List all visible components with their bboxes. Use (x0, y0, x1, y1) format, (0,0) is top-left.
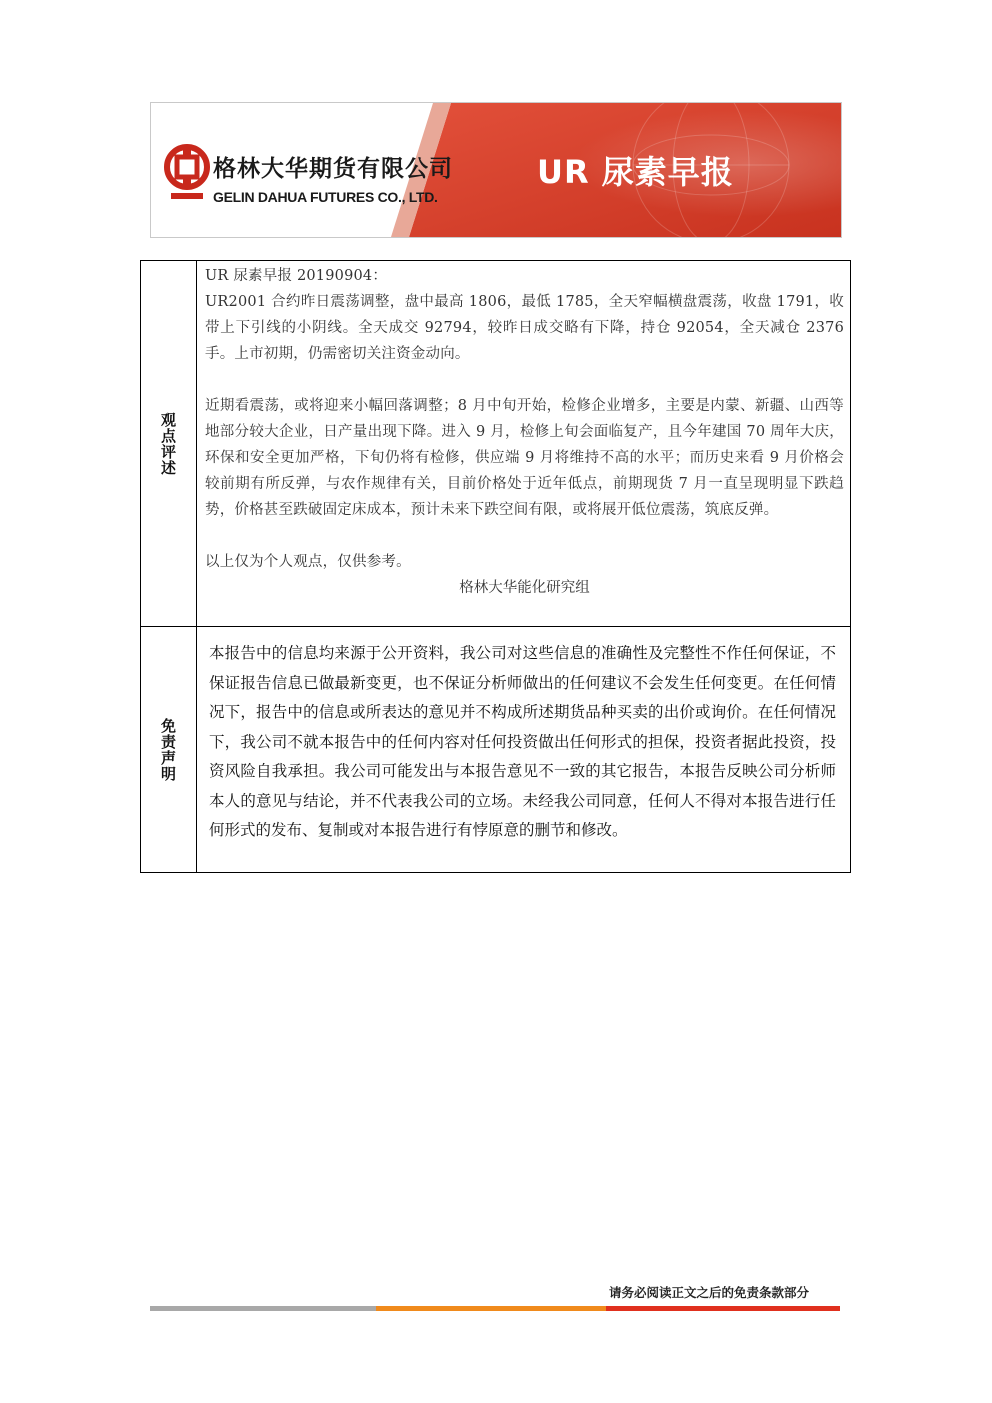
disclaimer-text: 本报告中的信息均来源于公开资料，我公司对这些信息的准确性及完整性不作任何保证，不保证报告信息已做最新变更，也不保证分析师做出的任何建议不会发生任何变更。在任何情况下，报告中的信息或所表达的意见并不构成所述期货品种买卖的出价或询价。在任何情况下，我公司不就本报告中的任何内容对任何投资做出任何形式的担保，投资者据此投资，投资风险自我承担。我公司可能发出与本报告意见不一致的其它报告，本报告反映公司分析师本人的意见与结论，并不代表我公司的立场。未经我公司同意，任何人不得对本报告进行任何形式的发布、复制或对本报告进行有悖原意的删节和修改。 (209, 644, 836, 839)
footer-bar-red (606, 1306, 840, 1311)
commentary-paragraph-market: UR2001 合约昨日震荡调整，盘中最高 1806，最低 1785，全天窄幅横盘震荡，收盘 1791，收带上下引线的小阴线。全天成交 92794，较昨日成交略有下降，持仓 92054，全天减仓 2376 手。上市初期，仍需密切关注资金动向。 (205, 294, 844, 362)
report-table (140, 260, 851, 873)
company-name-en: GELIN DAHUA FUTURES CO., LTD. (213, 189, 438, 205)
disclaimer-row (141, 627, 850, 872)
gelin-dahua-logo-icon (163, 135, 211, 209)
commentary-heading: UR 尿素早报 20190904： (205, 268, 388, 284)
report-header-banner (150, 102, 842, 238)
commentary-text (205, 263, 844, 601)
disclaimer-label-cell (141, 627, 197, 872)
commentary-paragraph-outlook: 近期看震荡，或将迎来小幅回落调整；8 月中旬开始，检修企业增多，主要是内蒙、新疆、山西等地部分较大企业，日产量出现下降。进入 9 月，检修上旬会面临复产，且今年建国 70 周年大庆，环保和安全更加严格，下旬仍将有检修，供应端 9 月将维持不高的水平；而历史来看 9 月价格会较前期有所反弹，与农作规律有关，目前价格处于近年低点，前期现货 7 月一直呈现明显下跌趋势，价格甚至跌破固定床成本，预计未来下跌空间有限，或将展开低位震荡，筑底反弹。 (205, 398, 844, 518)
commentary-label-cell (141, 261, 197, 626)
commentary-label: 观点评述 (159, 411, 177, 476)
commentary-row (141, 261, 850, 627)
footer-bar-gray (150, 1306, 376, 1311)
company-name-cn: 格林大华期货有限公司 (213, 156, 453, 182)
commentary-signature: 格林大华能化研究组 (459, 580, 590, 596)
footer-bar-orange (376, 1306, 606, 1311)
report-title: UR 尿素早报 (537, 153, 734, 191)
footer-note: 请务必阅读正文之后的免责条款部分 (609, 1285, 810, 1300)
commentary-paragraph-note: 以上仅为个人观点，仅供参考。 (205, 554, 411, 570)
disclaimer-label: 免责声明 (159, 717, 177, 782)
